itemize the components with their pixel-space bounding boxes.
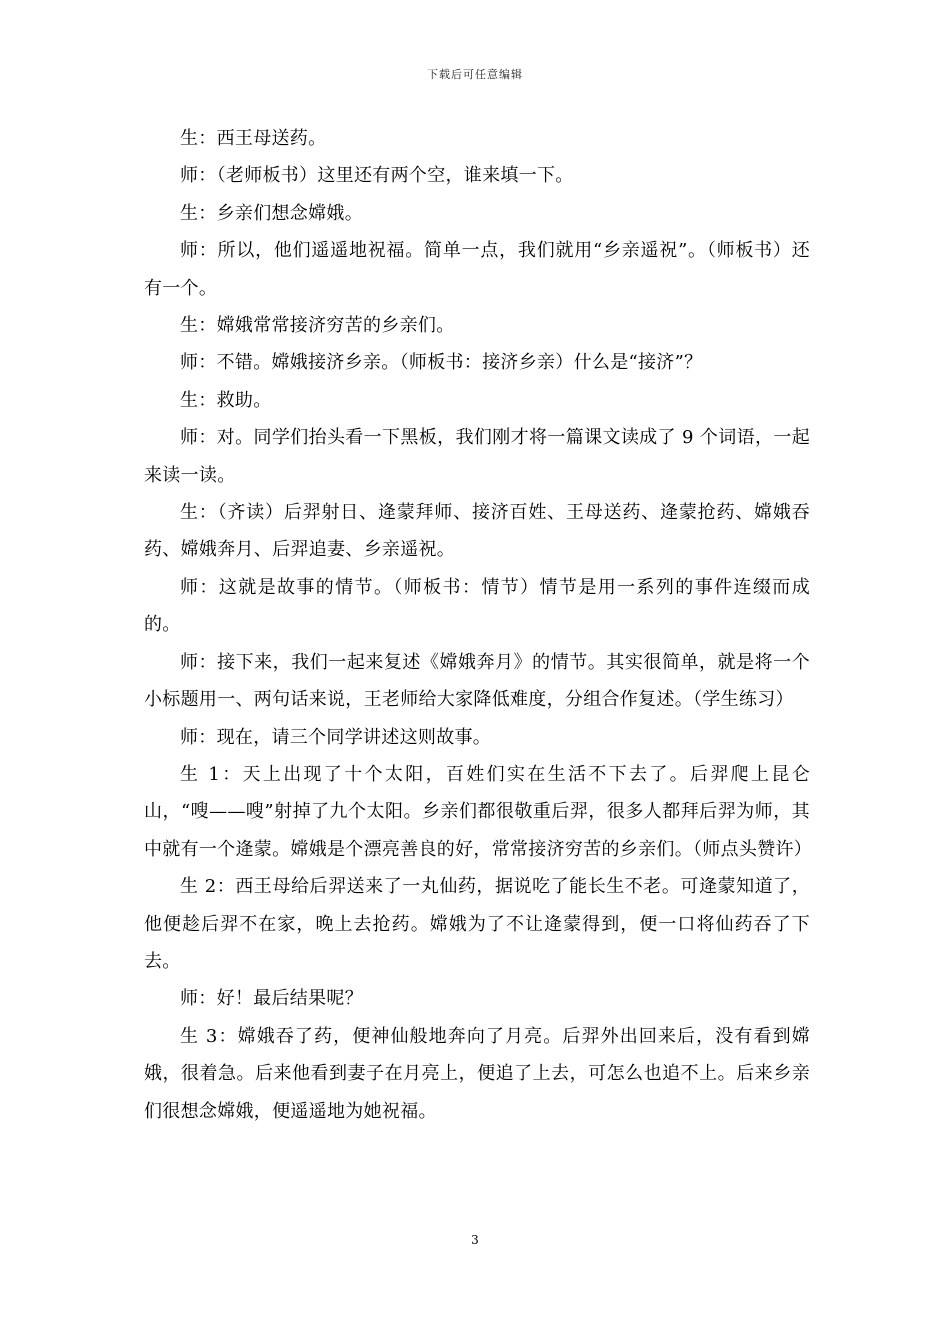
paragraph: 师：接下来，我们一起来复述《嫦娥奔月》的情节。其实很简单，就是将一个小标题用一、两句话来说，王老师给大家降低难度，分组合作复述。（学生练习） [144, 651, 810, 711]
paragraph: 师：对。同学们抬头看一下黑板，我们刚才将一篇课文读成了 9 个词语，一起来读一读。 [144, 427, 810, 486]
paragraph: 师：不错。嫦娥接济乡亲。（师板书：接济乡亲）什么是“接济”？ [180, 352, 703, 374]
paragraph: 师：所以，他们遥遥地祝福。简单一点，我们就用“乡亲遥祝”。（师板书）还有一个。 [144, 240, 810, 299]
page-number: 3 [471, 1233, 479, 1247]
paragraph: 生：乡亲们想念嫦娥。 [180, 202, 363, 224]
paragraph: 生 3：嫦娥吞了药，便神仙般地奔向了月亮。后羿外出回来后，没有看到嫦娥，很着急。后来他看到妻子在月亮上，便追了上去，可怎么也追不上。后来乡亲们很想念嫦娥，便遥遥地为她祝福。 [144, 1025, 810, 1122]
paragraph: 师：好！最后结果呢？ [180, 988, 363, 1010]
paragraph: 生 1：天上出现了十个太阳，百姓们实在生活不下去了。后羿爬上昆仑山，“嗖——嗖”射掉了九个太阳。乡亲们都很敬重后羿，很多人都拜后羿为师，其中就有一个逄蒙。嫦娥是个漂亮善良的好，常常接济穷苦的乡亲们。（师点头赞许） [144, 763, 813, 860]
paragraph: 生 2：西王母给后羿送来了一丸仙药，据说吃了能长生不老。可逄蒙知道了，他便趁后羿不在家，晚上去抢药。嫦娥为了不让逄蒙得到，便一口将仙药吞了下去。 [144, 876, 810, 972]
document-body [144, 120, 813, 1130]
paragraph: 师：现在，请三个同学讲述这则故事。 [180, 726, 492, 748]
paragraph: 生：（齐读）后羿射日、逄蒙拜师、接济百姓、王母送药、逄蒙抢药、嫦娥吞药、嫦娥奔月、后羿追妻、乡亲遥祝。 [144, 502, 810, 561]
paragraph: 生：救助。 [180, 389, 272, 411]
paragraph: 师：这就是故事的情节。（师板书：情节）情节是用一系列的事件连缀而成的。 [144, 576, 810, 636]
paragraph: 生：西王母送药。 [180, 128, 327, 149]
paragraph: 师：（老师板书）这里还有两个空，谁来填一下。 [180, 165, 574, 187]
page-header: 下载后可任意编辑 [427, 68, 523, 81]
paragraph: 生：嫦娥常常接济穷苦的乡亲们。 [180, 315, 455, 337]
